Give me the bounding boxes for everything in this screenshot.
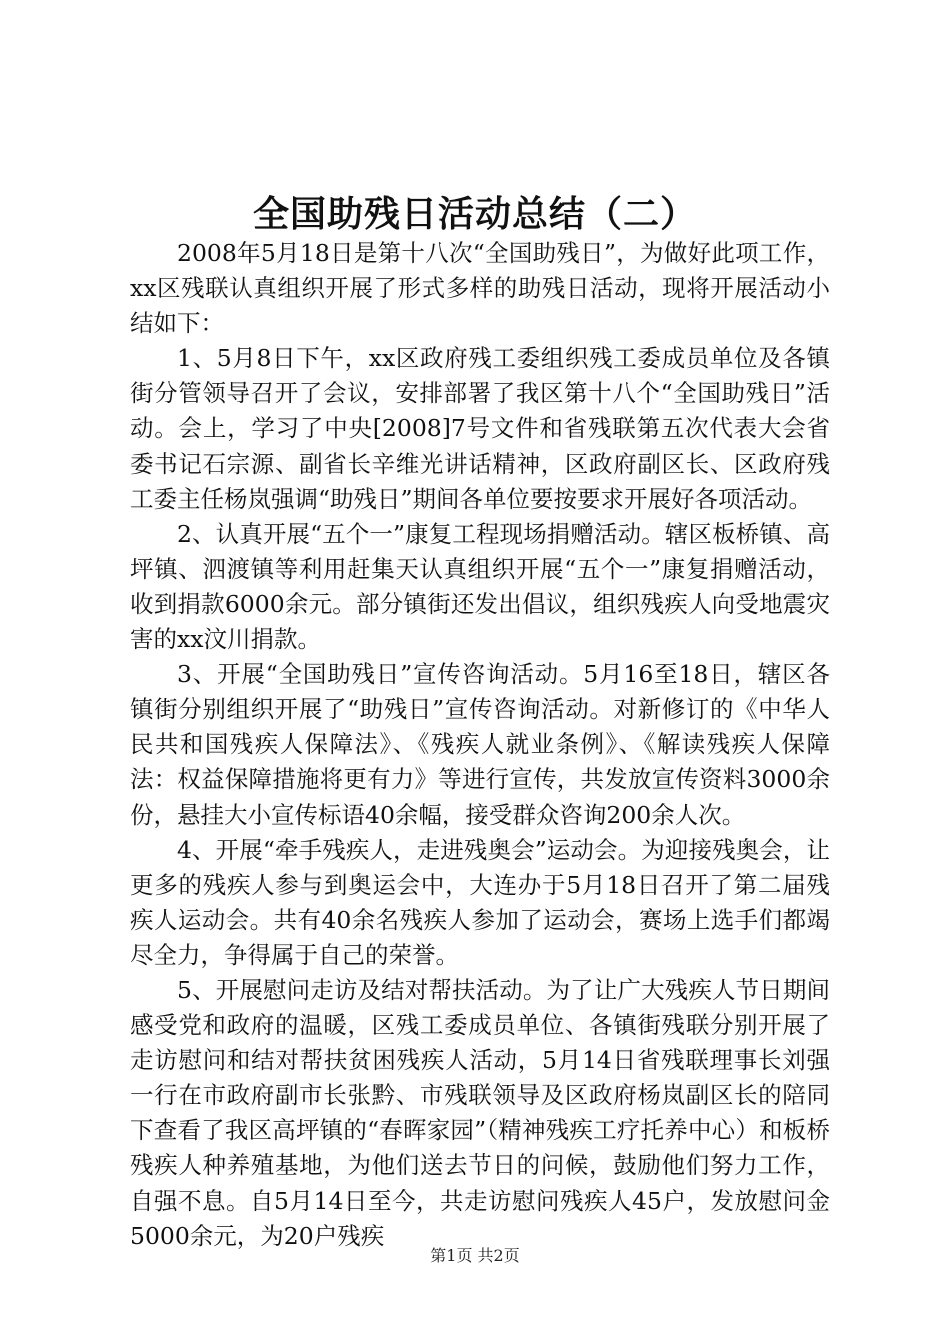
paragraph-intro: 2008年5月18日是第十八次“全国助残日”，为做好此项工作，xx区残联认真组织开展了形式多样的助残日活动，现将开展活动小结如下： xyxy=(130,239,830,338)
page-title: 全国助残日活动总结（二） xyxy=(252,193,697,235)
page-number-footer: 第1页 共2页 xyxy=(430,1246,520,1265)
paragraph-item-5: 5、开展慰问走访及结对帮扶活动。为了让广大残疾人节日期间感受党和政府的温暖，区残工委成员单位、各镇街残联分别开展了走访慰问和结对帮扶贫困残疾人活动，5月14日省残联理事长刘强一行在市政府副市长张黔、市残联领导及区政府杨岚副区长的陪同下查看了我区高坪镇的“春晖家园”（精神残疾工疗托养中心）和板桥残疾人种养殖基地，为他们送去节日的问候，鼓励他们努力工作，自强不息。自5月14日至今，共走访慰问残疾人45户，发放慰问金5000余元，为20户残疾 xyxy=(130,975,830,1250)
paragraph-item-4: 4、开展“牵手残疾人，走进残奥会”运动会。为迎接残奥会，让更多的残疾人参与到奥运会中，大连办于5月18日召开了第二届残疾人运动会。共有40余名残疾人参加了运动会，赛场上选手们都竭尽全力，争得属于自己的荣誉。 xyxy=(130,835,830,969)
document-body xyxy=(130,236,830,1254)
paragraph-item-1: 1、5月8日下午，xx区政府残工委组织残工委成员单位及各镇街分管领导召开了会议，安排部署了我区第十八个“全国助残日”活动。会上，学习了中央[2008]7号文件和省残联第五次代表大会省委书记石宗源、副省长辛维光讲话精神，区政府副区长、区政府残工委主任杨岚强调“助残日”期间各单位要按要求开展好各项活动。 xyxy=(130,344,830,513)
paragraph-item-2: 2、认真开展“五个一”康复工程现场捐赠活动。辖区板桥镇、高坪镇、泗渡镇等利用赶集天认真组织开展“五个一”康复捐赠活动，收到捐款6000余元。部分镇街还发出倡议，组织残疾人向受地震灾害的xx汶川捐款。 xyxy=(130,519,830,654)
paragraph-item-3: 3、开展“全国助残日”宣传咨询活动。5月16至18日，辖区各镇街分别组织开展了“助残日”宣传咨询活动。对新修订的《中华人民共和国残疾人保障法》、《残疾人就业条例》、《解读残疾人保障法：权益保障措施将更有力》等进行宣传，共发放宣传资料3000余份，悬挂大小宣传标语40余幅，接受群众咨询200余人次。 xyxy=(130,660,830,829)
